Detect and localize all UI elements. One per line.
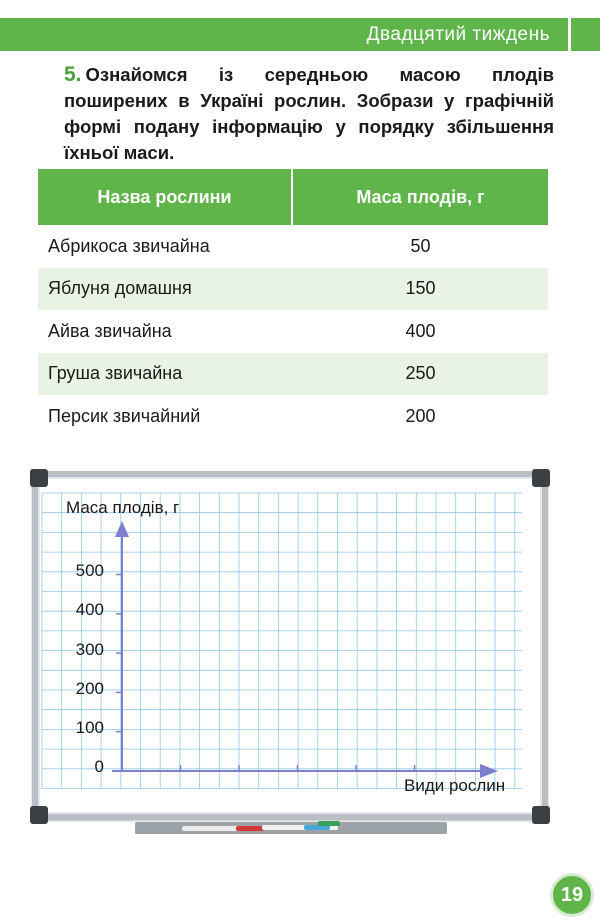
y-axis-arrow xyxy=(115,521,129,537)
page-number-badge xyxy=(550,873,594,917)
header-tab xyxy=(571,18,600,51)
fruit-mass: 150 xyxy=(405,278,436,299)
x-axis-title: Види рослин xyxy=(404,776,506,795)
y-tick-label: 300 xyxy=(75,640,104,659)
table-header-mass: Маса плодів, г xyxy=(356,186,485,207)
y-tick-label: 0 xyxy=(94,757,104,776)
plant-name: Абрикоса звичайна xyxy=(48,235,210,256)
table-header-plant: Назва рослини xyxy=(38,169,293,225)
table-row xyxy=(38,310,548,353)
y-tick-label: 200 xyxy=(75,679,104,698)
table-row xyxy=(38,395,548,438)
table-row xyxy=(38,225,548,268)
task-body: Ознайомся із середньою масою плодів поширених в Україні рослин. Зобрази у графічній формі подану інформацію у порядку збільшення їхньої маси. xyxy=(64,64,554,163)
marker-green xyxy=(318,821,340,826)
table-row xyxy=(38,268,548,311)
header-title: Двадцятий тиждень xyxy=(366,24,550,45)
y-axis-title: Маса плодів, г xyxy=(66,498,180,517)
y-tick-label: 500 xyxy=(75,561,104,580)
header-bar xyxy=(0,18,568,51)
fruit-mass: 200 xyxy=(405,405,436,426)
fruit-mass: 400 xyxy=(405,320,436,341)
marker-red xyxy=(236,826,264,831)
fruit-mass: 250 xyxy=(405,363,436,384)
plant-name: Груша звичайна xyxy=(48,363,183,384)
y-tick-label: 100 xyxy=(75,718,104,737)
plant-name: Яблуня домашня xyxy=(48,278,192,299)
graph-grid xyxy=(32,471,548,820)
page-number: 19 xyxy=(560,883,584,906)
table-row xyxy=(38,353,548,396)
fruit-mass-table xyxy=(38,169,548,438)
y-tick-label: 400 xyxy=(75,600,104,619)
fruit-mass: 50 xyxy=(410,235,431,256)
plant-name: Айва звичайна xyxy=(48,320,172,341)
plant-name: Персик звичайний xyxy=(48,405,201,426)
task-text xyxy=(64,62,554,166)
task-number: 5. xyxy=(64,63,82,86)
table-header-row xyxy=(38,169,548,225)
